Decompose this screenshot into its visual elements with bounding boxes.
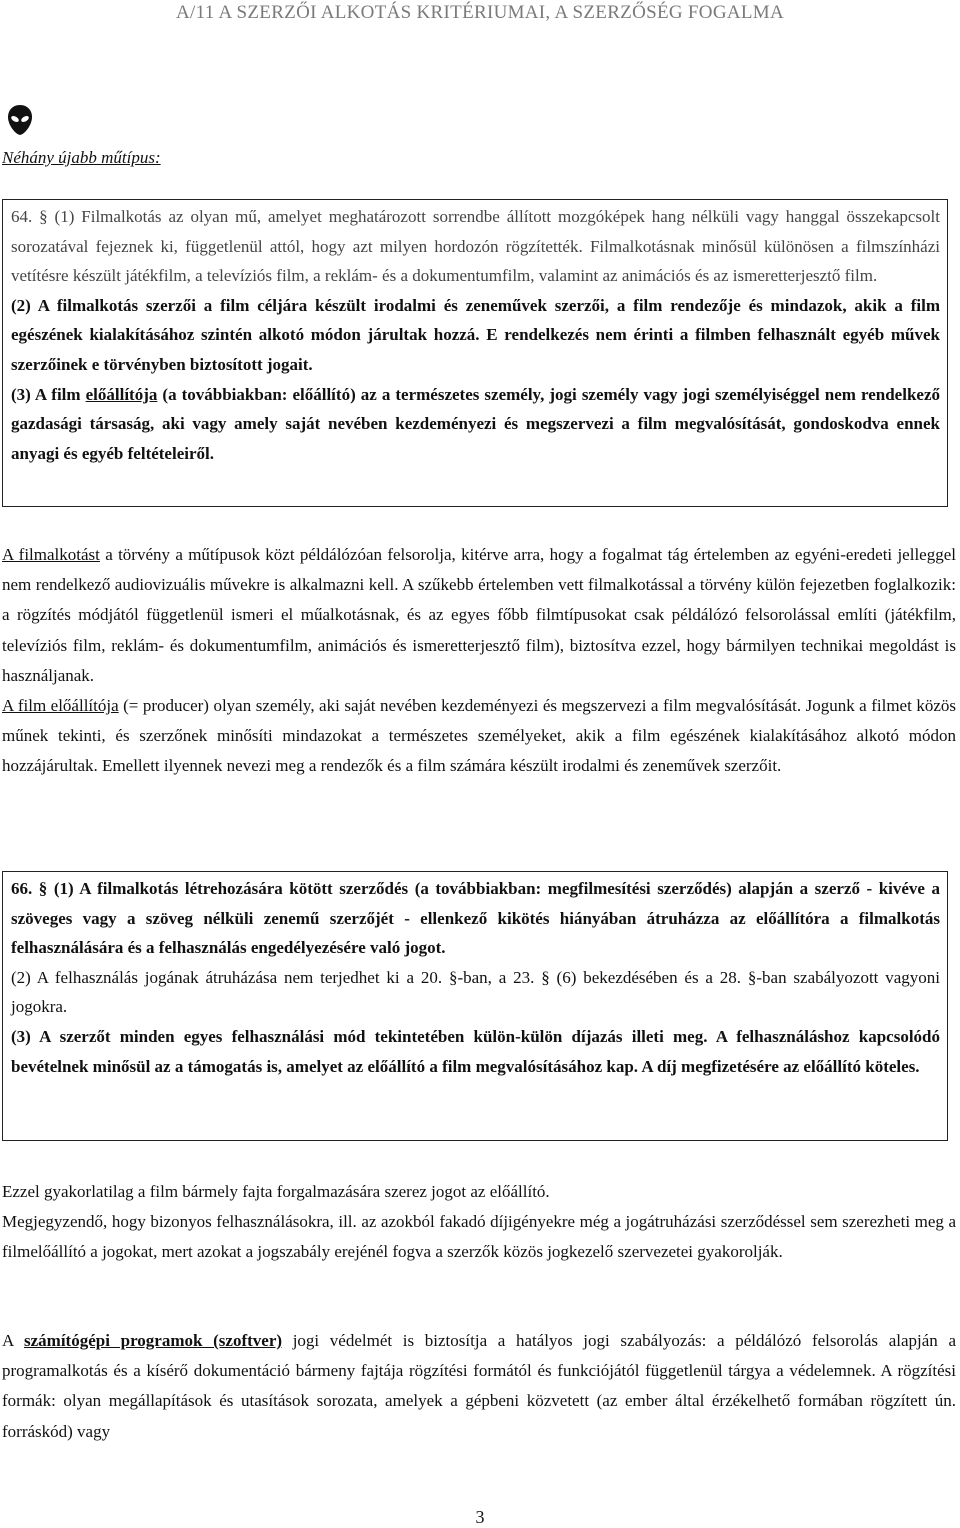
rights-commentary-line-1: Ezzel gyakorlatilag a film bármely fajta forgalmazására szerez jogot az előállító. [2,1182,550,1201]
law-66-paragraph-3: (3) A szerzőt minden egyes felhasználási mód tekintetében külön-külön díjazás illeti meg. A felhasználáshoz kapcsolódó bevételnek minősül az a támogatás is, amelyet az előállító a film megvalósításához kap. A díj megfizetésére az előállító köteles. [11,1026,940,1076]
section-subtitle: Néhány újabb műtípus: [2,148,161,167]
alien-head-icon [7,104,33,136]
law-64-paragraph-1: 64. § (1) Filmalkotás az olyan mű, amelyet meghatározott sorrendbe állított mozgóképek hang nélküli vagy hanggal összekapcsolt sorozatával fejeznek ki, függetlenül attól, hogy azt milyen hordozón rögzítették. Filmalkotásnak minősül különösen a filmszínházi vetítésre készült játékfilm, a televíziós film, a reklám- és a dokumentumfilm, valamint az animációs és az ismeretterjesztő film. [11,207,940,286]
software-term: számítógépi programok (szoftver) [24,1331,283,1350]
film-term: A filmalkotást [2,545,100,564]
producer-term: előállítója [85,384,158,404]
page-number: 3 [475,1507,485,1527]
film-commentary-paragraph-2: A film előállítója (= producer) olyan személy, aki saját nevében kezdeményezi és megszervezi a film megvalósítását. Jogunk a filmet közös műnek tekinti, és szerzőnek minősíti mindazokat a természetes személyeket, akik a film egészének kialakításához alkotó módon hozzájárultak. Emellett ilyennek nevezi meg a rendezők és a film számára készült irodalmi és zeneművek szerzőit. [2,696,956,776]
law-66-paragraph-1: 66. § (1) A filmalkotás létrehozására kötött szerződés (a továbbiakban: megfilmesítési szerződés) alapján a szerző - kivéve a szöveges vagy a szöveg nélküli zenemű szerzőjét - ellenkező kikötés hiányában átruházza az előállítóra a filmalkotás felhasználására és a felhasználás engedélyezésére való jogot. [11,879,940,958]
law-quote-box-64 [2,199,948,507]
page-header: A/11 A SZERZŐI ALKOTÁS KRITÉRIUMAI, A SZERZŐSÉG FOGALMA [176,2,784,23]
rights-commentary [2,1177,956,1268]
film-producer-term: A film előállítója [2,696,119,716]
law-64-paragraph-3: (3) A film előállítója (a továbbiakban: előállító) az a természetes személy, jogi személy vagy jogi személyiséggel nem rendelkező gazdasági társaság, aki vagy amely saját nevében kezdeményezi és megszervezi a film megvalósítását, gondoskodva ennek anyagi és egyéb feltételeiről. [11,384,940,463]
law-quote-box-66 [2,871,948,1141]
law-64-paragraph-2: (2) A filmalkotás szerzői a film céljára készült irodalmi és zeneművek szerzői, a film rendezője és mindazok, akik a film egészének kialakításához szintén alkotó módon járultak hozzá. E rendelkezés nem érinti a filmben felhasznált egyéb művek szerzőinek e törvényben biztosított jogait. [11,295,940,374]
law-66-paragraph-2: (2) A felhasználás jogának átruházása nem terjedhet ki a 20. §-ban, a 23. § (6) bekezdésében és a 28. §-ban szabályozott vagyoni jogokra. [11,967,940,1017]
film-commentary-paragraph-1: A filmalkotást a törvény a műtípusok közt példálózóan felsorolja, kitérve arra, hogy a fogalmat tág értelemben az egyéni-eredeti jelleggel nem rendelkező audiovizuális művekre is alkalmazni kell. A szűkebb értelemben vett filmalkotással a törvény külön fejezetben foglalkozik: a rögzítés módjától függetlenül ismeri el műalkotásnak, és az egyes főbb filmtípusokat csak példálózó felsorolással említi (játékfilm, televíziós film, reklám- és dokumentumfilm, animációs és ismeretterjesztő film), biztosítva ezzel, hogy bármilyen technikai megoldást is használjanak. [2,545,956,685]
rights-commentary-line-2: Megjegyzendő, hogy bizonyos felhasználásokra, ill. az azokból fakadó díjigényekre még a jogátruházási szerződéssel sem szerezheti meg a filmelőállító a jogokat, mert azokat a jogszabály erejénél fogva a szerzők közös jogkezelő szervezetei gyakorolják. [2,1212,956,1262]
film-commentary [2,540,956,782]
software-paragraph: A számítógépi programok (szoftver) jogi védelmét is biztosítja a hatályos jogi szabályozás: a példálózó felsorolás alapján a programalkotás és a kísérő dokumentáció bármeny fajtája rögzítési formától és funkciójától függetlenül tárgya a védelemnek. A rögzítési formák: olyan megállapítások és utasítások sorozata, amelyek a gépbeni közvetett (az ember által érzékelhető formában rögzített ún. forráskód) vagy [2,1331,956,1441]
